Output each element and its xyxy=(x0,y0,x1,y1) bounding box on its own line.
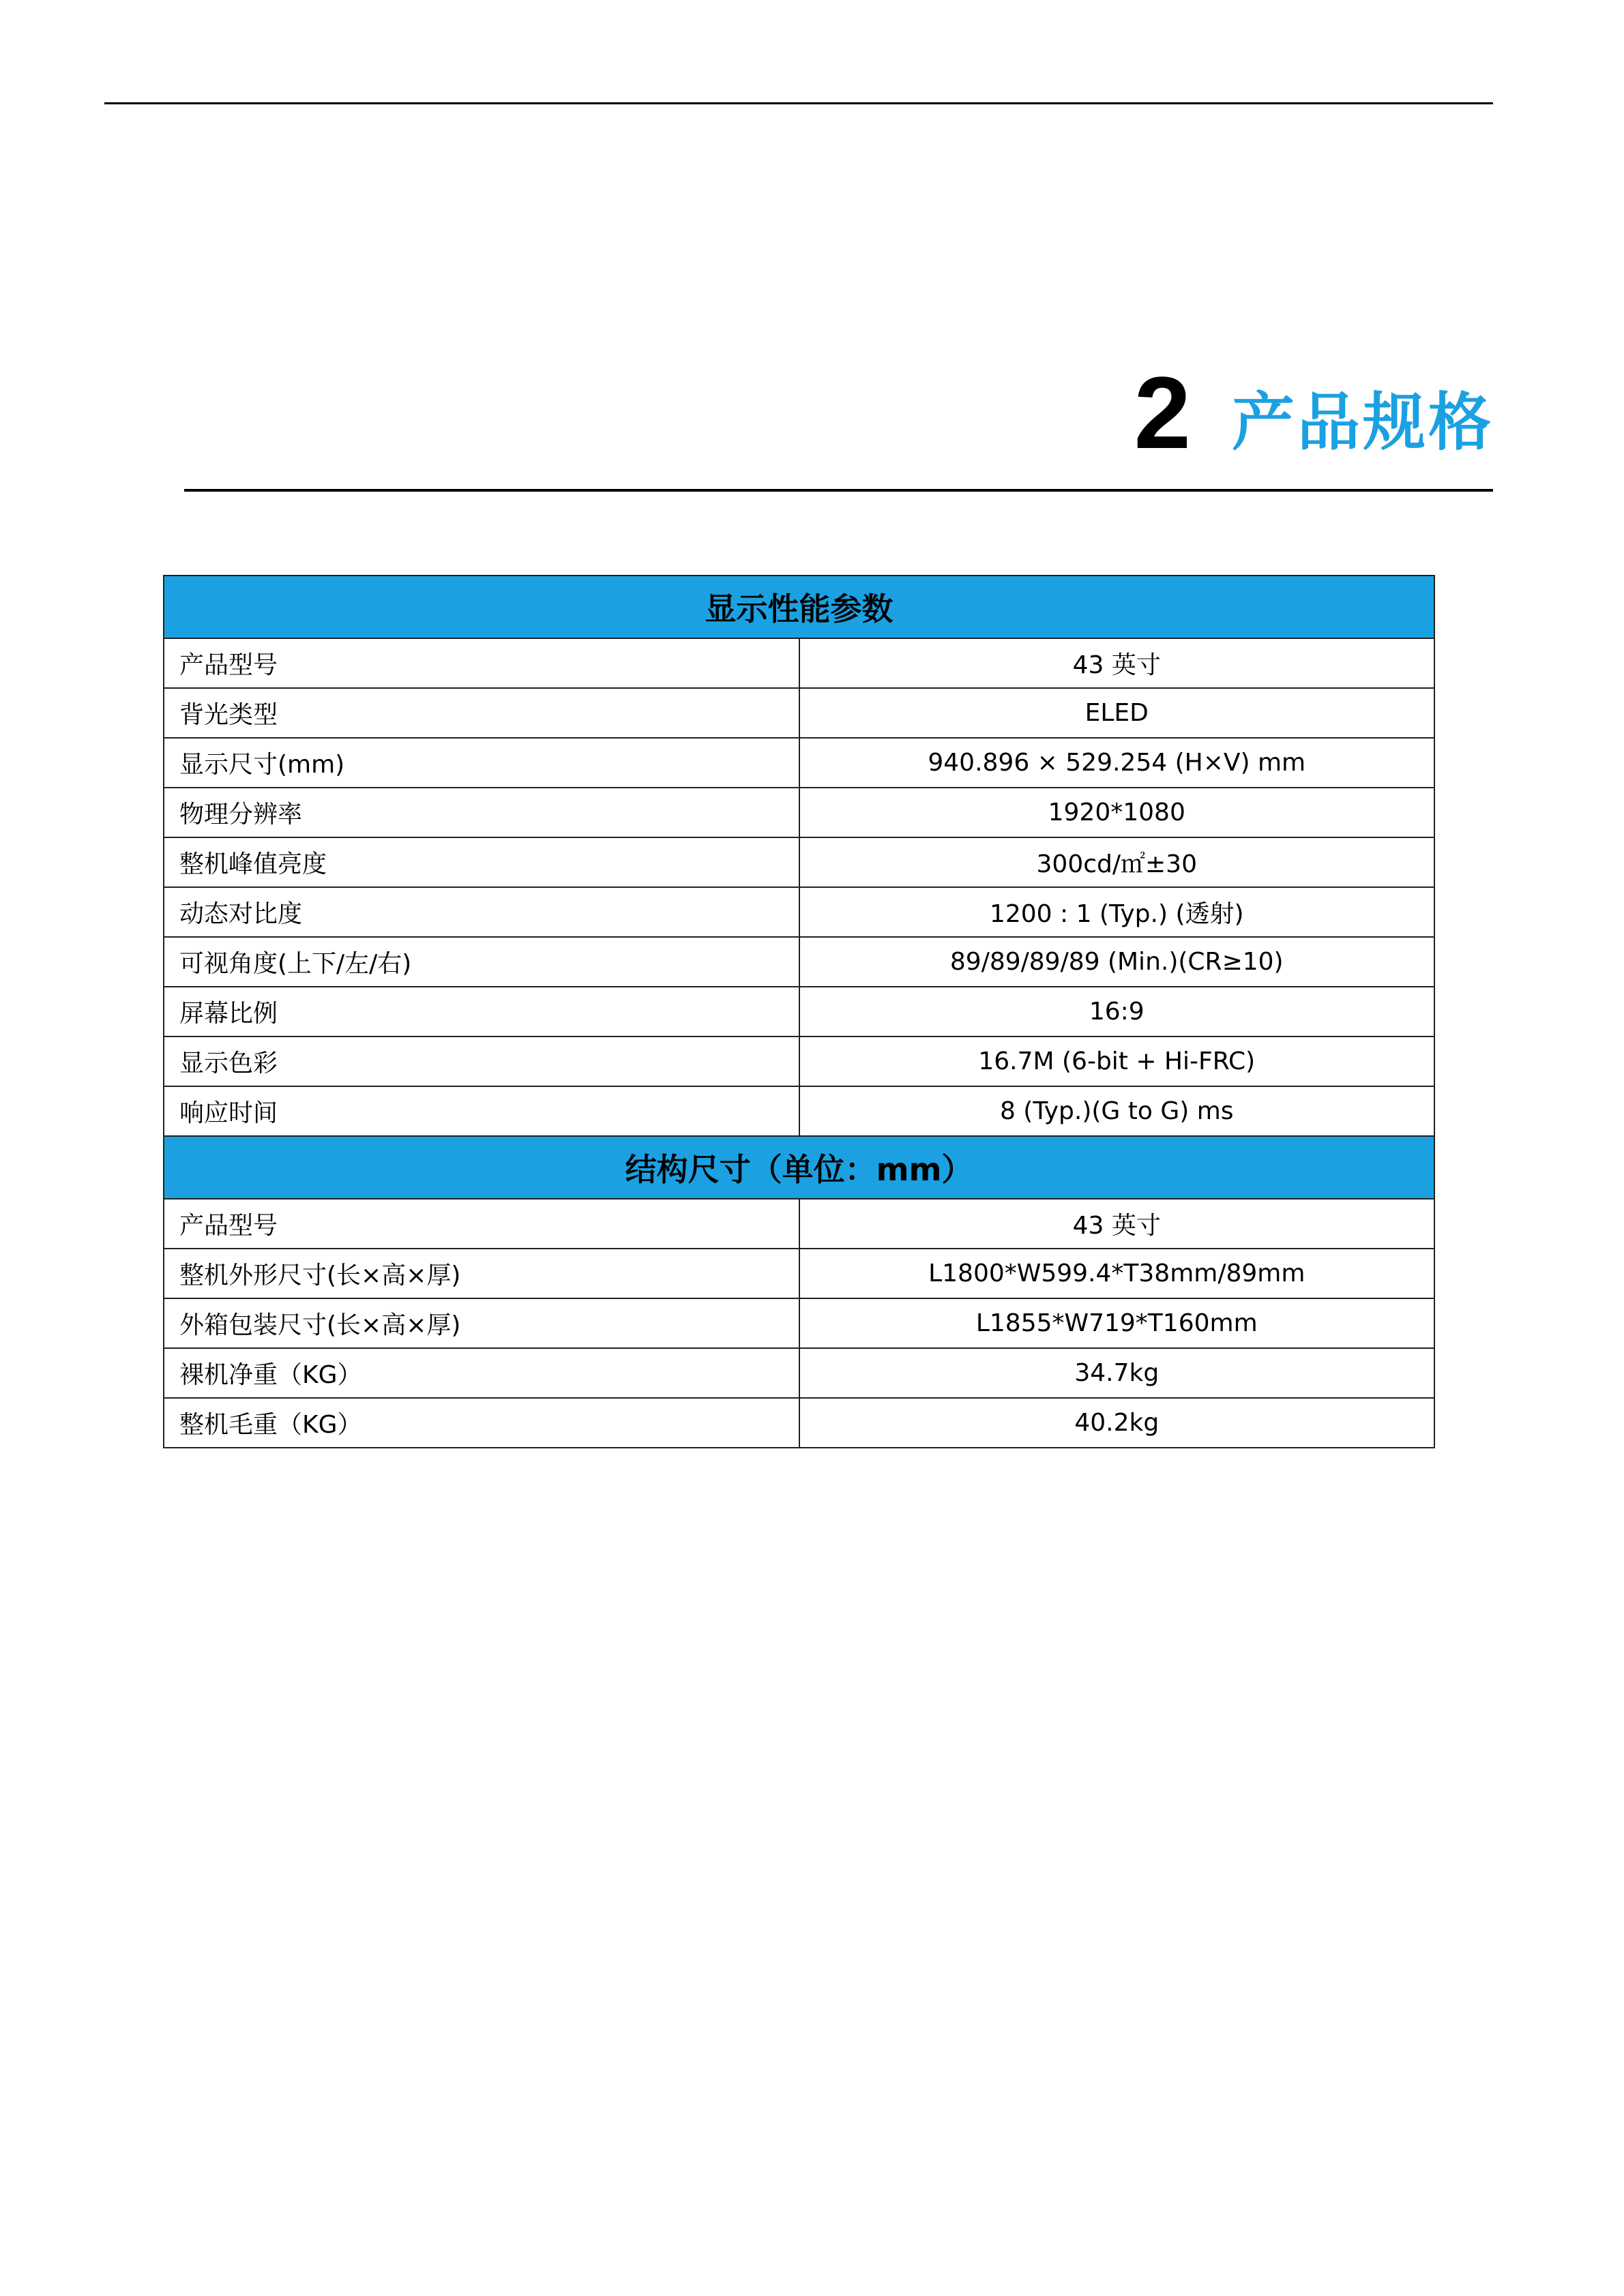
section-title-structure: 结构尺寸（单位：mm） xyxy=(164,1136,1434,1199)
table-row xyxy=(164,1398,1434,1448)
spec-label: 屏幕比例 xyxy=(164,987,799,1037)
spec-label: 外箱包装尺寸(长×高×厚) xyxy=(164,1298,799,1348)
spec-table xyxy=(163,575,1435,1448)
table-row xyxy=(164,738,1434,788)
top-rule xyxy=(104,102,1493,104)
table-row xyxy=(164,688,1434,738)
chapter-number: 2 xyxy=(1134,355,1191,470)
spec-value: 1200 : 1 (Typ.) (透射) xyxy=(799,887,1435,937)
table-row xyxy=(164,1086,1434,1136)
spec-label: 可视角度(上下/左/右) xyxy=(164,937,799,987)
section-header-structure xyxy=(164,1136,1434,1199)
spec-label: 响应时间 xyxy=(164,1086,799,1136)
spec-label: 整机外形尺寸(长×高×厚) xyxy=(164,1249,799,1298)
spec-label: 产品型号 xyxy=(164,638,799,688)
table-row xyxy=(164,937,1434,987)
spec-label: 动态对比度 xyxy=(164,887,799,937)
table-row xyxy=(164,1037,1434,1086)
chapter-heading xyxy=(1134,355,1494,470)
spec-label: 产品型号 xyxy=(164,1199,799,1249)
spec-value: 8 (Typ.)(G to G) ms xyxy=(799,1086,1435,1136)
table-row xyxy=(164,1249,1434,1298)
spec-label: 整机峰值亮度 xyxy=(164,837,799,887)
spec-label: 显示色彩 xyxy=(164,1037,799,1086)
spec-value: 16:9 xyxy=(799,987,1435,1037)
spec-value: 89/89/89/89 (Min.)(CR≥10) xyxy=(799,937,1435,987)
spec-value: L1800*W599.4*T38mm/89mm xyxy=(799,1249,1435,1298)
section-title-display: 显示性能参数 xyxy=(164,576,1434,638)
spec-value: 43 英寸 xyxy=(799,1199,1435,1249)
table-row xyxy=(164,788,1434,837)
spec-label: 显示尺寸(mm) xyxy=(164,738,799,788)
spec-value: 43 英寸 xyxy=(799,638,1435,688)
spec-label: 物理分辨率 xyxy=(164,788,799,837)
spec-value: 940.896 × 529.254 (H×V) mm xyxy=(799,738,1435,788)
spec-value: 16.7M (6-bit + Hi-FRC) xyxy=(799,1037,1435,1086)
spec-label: 整机毛重（KG） xyxy=(164,1398,799,1448)
table-row xyxy=(164,987,1434,1037)
spec-label: 裸机净重（KG） xyxy=(164,1348,799,1398)
table-row xyxy=(164,638,1434,688)
table-row xyxy=(164,1348,1434,1398)
table-row xyxy=(164,1199,1434,1249)
chapter-title: 产品规格 xyxy=(1231,386,1494,459)
spec-label: 背光类型 xyxy=(164,688,799,738)
spec-value: 300cd/㎡±30 xyxy=(799,837,1435,887)
table-row xyxy=(164,887,1434,937)
table-row xyxy=(164,1298,1434,1348)
spec-value: 40.2kg xyxy=(799,1398,1435,1448)
spec-value: ELED xyxy=(799,688,1435,738)
spec-value: L1855*W719*T160mm xyxy=(799,1298,1435,1348)
spec-value: 34.7kg xyxy=(799,1348,1435,1398)
spec-value: 1920*1080 xyxy=(799,788,1435,837)
table-row xyxy=(164,837,1434,887)
section-header-display xyxy=(164,576,1434,638)
heading-rule xyxy=(184,489,1493,492)
